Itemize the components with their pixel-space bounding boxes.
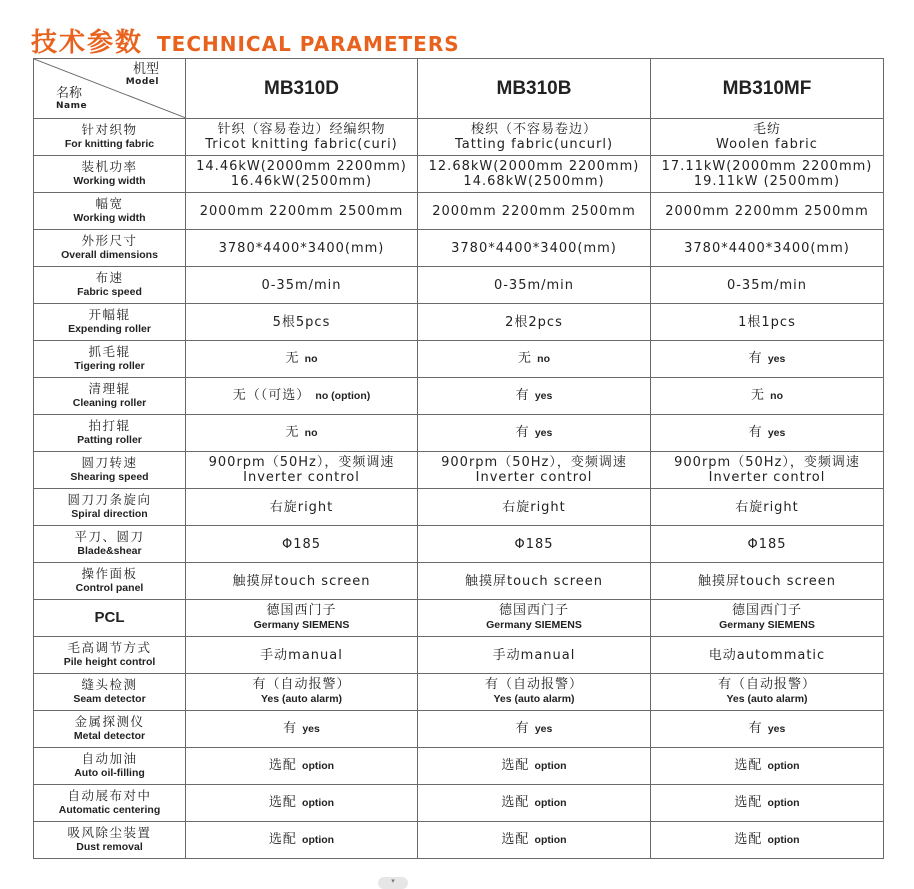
param-label-cell: [34, 452, 186, 489]
value-line-1: 选配: [501, 758, 530, 773]
param-label-en: Shearing speed: [70, 471, 149, 483]
value-line-2: option: [767, 797, 800, 809]
value-cell: [418, 415, 651, 452]
param-label-cell: [34, 267, 186, 304]
model-header-mb310mf: MB310MF: [651, 59, 884, 119]
value-cell: [418, 637, 651, 674]
value-cell: [651, 267, 884, 304]
value-line-2: Inverter control: [243, 470, 360, 485]
value-cell: [186, 600, 418, 637]
value-text: 右旋right: [502, 499, 566, 515]
param-label-en: Metal detector: [73, 730, 146, 742]
table-row: [34, 600, 884, 637]
value-line-2: no: [537, 353, 550, 365]
value-cell: [418, 711, 651, 748]
value-text: 3780*4400*3400(mm): [451, 240, 617, 256]
value-cell: [651, 415, 884, 452]
value-line-1: 有: [515, 721, 530, 736]
value-line-2: Germany SIEMENS: [719, 619, 815, 631]
value-line-1: 选配: [501, 832, 530, 847]
param-label-cn: 吸风除尘装置: [67, 825, 152, 840]
value-cell: [651, 748, 884, 785]
table-row: [34, 711, 884, 748]
param-label-en: For knitting fabric: [64, 138, 155, 150]
spec-table: [33, 58, 884, 859]
param-label-en: Blade&shear: [77, 545, 142, 557]
value-line-2: option: [534, 834, 567, 846]
value-text: 3780*4400*3400(mm): [684, 240, 850, 256]
param-label-cell: [34, 304, 186, 341]
value-text: Φ185: [747, 536, 787, 552]
value-line-1: 900rpm（50Hz），变频调速: [208, 455, 395, 470]
value-line-1: 900rpm（50Hz），变频调速: [674, 455, 860, 470]
value-line-1: 有（自动报警）: [252, 677, 351, 692]
value-text: Φ185: [281, 536, 322, 552]
param-label-cell: [34, 489, 186, 526]
value-cell: [418, 378, 651, 415]
value-cell: [651, 378, 884, 415]
value-cell: [651, 674, 884, 711]
value-text: 0-35m/min: [493, 277, 575, 293]
value-cell: [186, 230, 418, 267]
chevron-down-icon: ▾: [391, 877, 395, 885]
param-label-cell: [34, 341, 186, 378]
param-label-cn: PCL: [94, 609, 125, 626]
value-cell: [651, 119, 884, 156]
title-en: TECHNICAL PARAMETERS: [157, 32, 460, 56]
value-cell: [186, 711, 418, 748]
value-cell: [418, 600, 651, 637]
value-line-1: 选配: [734, 832, 763, 847]
value-cell: [651, 193, 884, 230]
value-line-2: Yes (auto alarm): [493, 693, 575, 705]
param-label-cell: [34, 748, 186, 785]
value-text: 2000mm 2200mm 2500mm: [665, 203, 869, 219]
value-cell: [651, 452, 884, 489]
value-line-1: 无（（可选）: [232, 388, 311, 403]
param-label-cn: 缝头检测: [81, 677, 138, 692]
param-label-cell: [34, 711, 186, 748]
value-cell: [186, 822, 418, 859]
value-text: 0-35m/min: [726, 277, 808, 293]
value-cell: [418, 674, 651, 711]
table-row: [34, 563, 884, 600]
param-label-cn: 圆刀刀条旋向: [67, 492, 152, 507]
value-line-1: 无: [285, 425, 300, 440]
value-cell: [186, 193, 418, 230]
value-text: 1根1pcs: [738, 314, 796, 330]
value-line-2: Yes (auto alarm): [260, 693, 343, 705]
value-line-2: option: [302, 797, 335, 809]
table-row: [34, 378, 884, 415]
value-line-2: 19.11kW (2500mm): [693, 174, 841, 189]
value-cell: [651, 156, 884, 193]
pager-button[interactable]: [378, 877, 408, 889]
value-line-2: yes: [767, 723, 786, 735]
value-text: Φ185: [514, 536, 554, 552]
value-cell: [186, 785, 418, 822]
value-cell: [186, 637, 418, 674]
value-cell: [418, 267, 651, 304]
param-label-en: Control panel: [75, 582, 144, 594]
param-label-en: Working width: [73, 175, 146, 187]
value-text: 触摸屏touch screen: [464, 573, 604, 589]
value-cell: [651, 341, 884, 378]
table-row: [34, 156, 884, 193]
value-line-2: no: [304, 353, 318, 365]
value-line-1: 无: [518, 351, 533, 366]
value-cell: [418, 785, 651, 822]
param-label-en: Overall dimensions: [61, 249, 158, 261]
value-cell: [418, 563, 651, 600]
param-label-cell: [34, 378, 186, 415]
title-cn: 技术参数: [31, 28, 144, 58]
value-cell: [186, 415, 418, 452]
param-label-cn: 幅宽: [95, 196, 124, 211]
param-label-en: Automatic centering: [58, 804, 161, 816]
param-label-cn: 自动加油: [81, 751, 138, 766]
table-row: [34, 452, 884, 489]
param-label-cell: [34, 822, 186, 859]
param-label-cn: 自动展布对中: [67, 788, 152, 803]
table-row: [34, 119, 884, 156]
table-row: [34, 674, 884, 711]
value-cell: [418, 526, 651, 563]
value-line-1: 有（自动报警）: [484, 677, 583, 692]
value-cell: [651, 563, 884, 600]
value-line-2: option: [302, 834, 335, 846]
value-line-1: 有: [515, 425, 530, 440]
table-row: [34, 489, 884, 526]
value-cell: [186, 304, 418, 341]
param-label-cell: [34, 156, 186, 193]
value-line-1: 选配: [734, 758, 763, 773]
value-line-2: Inverter control: [475, 470, 593, 485]
value-cell: [186, 452, 418, 489]
param-label-cn: 抓毛辊: [88, 344, 131, 359]
param-label-cell: [34, 785, 186, 822]
param-label-en: Cleaning roller: [72, 397, 147, 409]
param-label-cell: [34, 119, 186, 156]
page-title: [31, 22, 460, 56]
value-line-2: yes: [534, 723, 553, 735]
value-text: 2000mm 2200mm 2500mm: [199, 203, 404, 219]
param-label-cell: [34, 415, 186, 452]
table-row: [34, 637, 884, 674]
param-label-en: Tigering roller: [74, 360, 145, 372]
value-line-1: 17.11kW(2000mm 2200mm): [661, 159, 873, 174]
value-line-1: 有: [748, 351, 763, 366]
value-text: 触摸屏touch screen: [697, 573, 837, 589]
header-corner-cell: [34, 59, 186, 119]
param-label-cn: 毛高调节方式: [67, 640, 152, 655]
table-row: [34, 230, 884, 267]
value-line-2: no: [304, 427, 318, 439]
param-label-cn: 开幅辊: [88, 307, 131, 322]
value-cell: [651, 230, 884, 267]
value-line-2: yes: [767, 427, 786, 439]
value-line-2: option: [767, 760, 800, 772]
table-row: [34, 415, 884, 452]
param-label-cn: 布速: [95, 270, 124, 285]
value-line-1: 有: [748, 425, 763, 440]
param-label-cn: 平刀、圆刀: [74, 529, 145, 544]
table-row: [34, 785, 884, 822]
value-cell: [418, 489, 651, 526]
value-cell: [186, 341, 418, 378]
value-line-1: 无: [751, 388, 766, 403]
value-cell: [651, 526, 884, 563]
value-line-1: 12.68kW(2000mm 2200mm): [428, 159, 640, 174]
param-label-cell: [34, 526, 186, 563]
value-line-1: 选配: [268, 795, 297, 810]
param-label-cell: [34, 600, 186, 637]
value-text: 电动autommatic: [708, 647, 826, 663]
model-header-mb310b: MB310B: [418, 59, 651, 119]
table-row: [34, 267, 884, 304]
table-row: [34, 304, 884, 341]
value-line-2: 16.46kW(2500mm): [230, 174, 373, 189]
value-cell: [418, 341, 651, 378]
param-label-cn: 金属探测仪: [74, 714, 145, 729]
value-line-1: 德国西门子: [498, 603, 569, 618]
value-text: 右旋right: [269, 499, 334, 515]
value-cell: [186, 748, 418, 785]
param-label-cell: [34, 230, 186, 267]
value-line-1: 有（自动报警）: [717, 677, 816, 692]
model-header-mb310d: MB310D: [186, 59, 418, 119]
value-cell: [186, 267, 418, 304]
value-text: 触摸屏touch screen: [232, 573, 371, 589]
value-line-2: yes: [767, 353, 786, 365]
value-line-2: Germany SIEMENS: [253, 619, 350, 631]
value-line-2: option: [534, 797, 567, 809]
table-header-row: [34, 59, 884, 119]
value-text: 3780*4400*3400(mm): [218, 240, 385, 256]
param-label-en: Dust removal: [76, 841, 143, 853]
table-row: [34, 526, 884, 563]
param-label-en: Pile height control: [63, 656, 156, 668]
value-line-1: 针织（容易卷边）经编织物: [217, 122, 386, 137]
value-line-2: Tricot knitting fabric(curi): [205, 137, 398, 152]
value-line-1: 毛纺: [752, 122, 781, 137]
param-label-cn: 拍打辊: [88, 418, 131, 433]
value-line-2: option: [534, 760, 567, 772]
param-label-cell: [34, 193, 186, 230]
param-label-cn: 针对织物: [81, 122, 138, 137]
value-line-1: 德国西门子: [731, 603, 802, 618]
table-row: [34, 193, 884, 230]
param-label-cn: 操作面板: [81, 566, 138, 581]
value-cell: [651, 711, 884, 748]
value-cell: [651, 600, 884, 637]
param-label-cn: 外形尺寸: [81, 233, 138, 248]
value-line-1: 有: [748, 721, 763, 736]
table-row: [34, 341, 884, 378]
value-cell: [186, 489, 418, 526]
value-line-1: 德国西门子: [266, 603, 337, 618]
table-row: [34, 748, 884, 785]
value-line-1: 900rpm（50Hz），变频调速: [441, 455, 627, 470]
value-line-2: Inverter control: [708, 470, 826, 485]
value-line-1: 14.46kW(2000mm 2200mm): [196, 159, 407, 174]
value-cell: [418, 230, 651, 267]
value-cell: [651, 489, 884, 526]
value-cell: [651, 304, 884, 341]
value-cell: [418, 193, 651, 230]
value-cell: [186, 156, 418, 193]
param-label-en: Expending roller: [68, 323, 151, 335]
value-text: 0-35m/min: [261, 277, 342, 293]
param-label-en: Seam detector: [73, 693, 146, 705]
value-line-1: 选配: [268, 832, 297, 847]
value-cell: [186, 563, 418, 600]
value-line-2: Yes (auto alarm): [726, 693, 808, 705]
value-line-2: Germany SIEMENS: [486, 619, 582, 631]
value-line-1: 无: [285, 351, 300, 366]
value-cell: [418, 156, 651, 193]
value-line-1: 有: [283, 721, 298, 736]
value-text: 右旋right: [735, 499, 799, 515]
value-line-2: option: [302, 760, 335, 772]
value-text: 手动manual: [492, 647, 576, 663]
value-cell: [651, 785, 884, 822]
value-line-2: Woolen fabric: [716, 137, 818, 152]
value-line-2: 14.68kW(2500mm): [463, 174, 605, 189]
value-cell: [418, 452, 651, 489]
value-line-2: yes: [534, 427, 553, 439]
value-cell: [418, 822, 651, 859]
param-label-cell: [34, 674, 186, 711]
value-text: 手动manual: [260, 647, 343, 663]
param-label-cn: 圆刀转速: [81, 455, 138, 470]
value-text: 5根5pcs: [272, 314, 331, 330]
value-cell: [186, 378, 418, 415]
value-cell: [651, 822, 884, 859]
value-line-1: 选配: [268, 758, 297, 773]
value-line-2: option: [767, 834, 800, 846]
name-label: 名称 Name: [56, 86, 88, 111]
value-line-2: yes: [302, 723, 320, 735]
model-label: 机型 Model: [125, 62, 159, 87]
param-label-cell: [34, 563, 186, 600]
value-cell: [186, 674, 418, 711]
param-label-en: Spiral direction: [71, 508, 148, 520]
value-line-2: no (option): [315, 390, 371, 402]
value-cell: [651, 637, 884, 674]
value-cell: [186, 119, 418, 156]
value-line-2: yes: [534, 390, 553, 402]
value-line-1: 选配: [734, 795, 763, 810]
value-line-1: 梭织（不容易卷边）: [470, 122, 597, 137]
value-text: 2000mm 2200mm 2500mm: [432, 203, 636, 219]
value-line-2: no: [770, 390, 783, 402]
value-text: 2根2pcs: [505, 314, 563, 330]
value-line-2: Tatting fabric(uncurl): [454, 137, 614, 152]
param-label-en: Working width: [73, 212, 146, 224]
value-cell: [418, 304, 651, 341]
value-line-1: 有: [515, 388, 530, 403]
value-cell: [418, 119, 651, 156]
value-cell: [418, 748, 651, 785]
param-label-en: Auto oil-filling: [74, 767, 145, 779]
param-label-cn: 装机功率: [81, 159, 138, 174]
param-label-en: Fabric speed: [77, 286, 142, 298]
param-label-en: Patting roller: [77, 434, 142, 446]
param-label-cell: [34, 637, 186, 674]
param-label-cn: 清理辊: [88, 381, 131, 396]
table-row: [34, 822, 884, 859]
value-cell: [186, 526, 418, 563]
value-line-1: 选配: [501, 795, 530, 810]
